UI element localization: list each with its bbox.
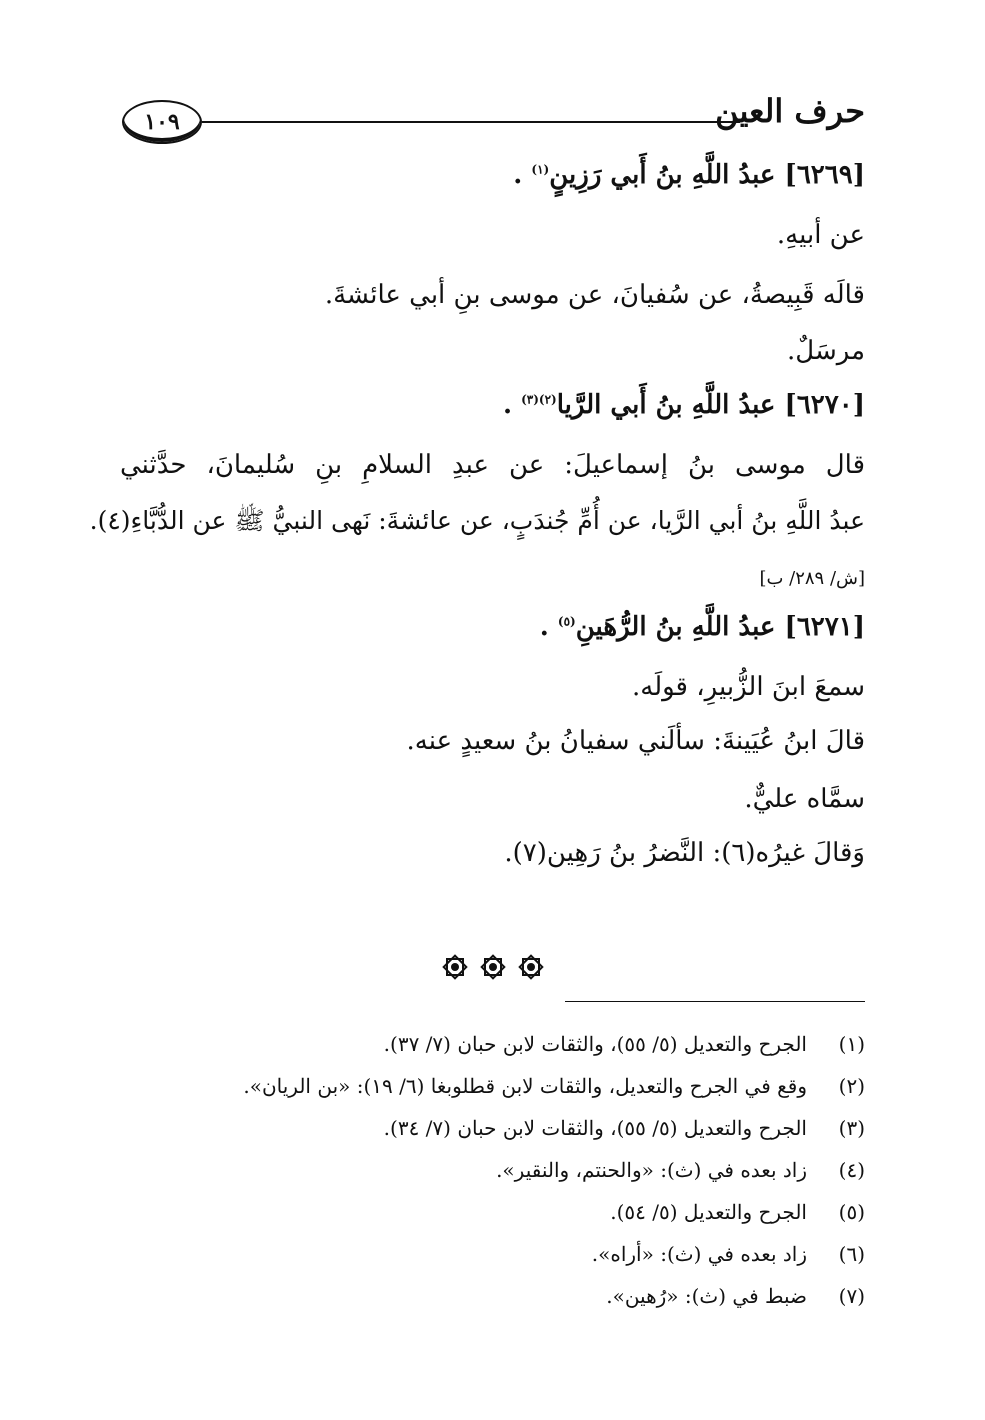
footnote-separator xyxy=(565,1001,865,1002)
entry-heading: [٦٢٧١] عبدُ اللَّهِ بنُ الرُّهَينِ$^{(٥)}$ . xyxy=(539,612,865,642)
footnote-text: وقع في الجرح والتعديل، والثقات لابن قطلوبغا (٦/ ١٩): «بن الريان». xyxy=(243,1074,807,1098)
entry-number: [٦٢٧٠] xyxy=(784,390,865,420)
entry-text-line: مرسَلٌ. xyxy=(786,336,865,366)
section-divider-ornaments xyxy=(440,952,550,988)
footnote-text: زاد بعده في (ث): «أراه». xyxy=(591,1242,807,1266)
entry-text-line: قال موسى بنُ إسماعيلَ: عن عبدِ السلامِ بنِ سُليمانَ، حدَّثني xyxy=(120,450,865,480)
entry-number: [٦٢٦٩] xyxy=(784,160,865,190)
entry-number: [٦٢٧١] xyxy=(784,612,865,642)
entry-text-line: عبدُ اللَّهِ بنُ أبي الرَّيا، عن أُمِّ جُندَبٍ، عن عائشةَ: نَهى النبيُّ ﷺ عن الدُّبَّاءِ(٤). xyxy=(89,506,865,535)
footnote-number: (٢) xyxy=(838,1074,865,1098)
footnote-number: (٥) xyxy=(838,1200,865,1224)
star-ornament-icon xyxy=(516,952,546,982)
footnote xyxy=(243,1074,865,1098)
page-number: ١٠٩ xyxy=(122,100,202,144)
entry-name: عبدُ اللَّهِ بنُ أَبي رَزِينٍ xyxy=(549,160,776,190)
footnote-number: (١) xyxy=(838,1032,865,1056)
manuscript-reference: [ش/ ٢٨٩/ ب] xyxy=(759,568,865,589)
footnote-number: (٤) xyxy=(838,1158,865,1182)
footnote xyxy=(610,1200,865,1224)
entry-name: عبدُ اللَّهِ بنُ أَبي الرَّيا xyxy=(556,390,776,420)
entry-text-line: عن أبيهِ. xyxy=(776,220,865,250)
entry-text-line: سمَّاه عليٌّ. xyxy=(744,784,865,814)
footnote-number: (٧) xyxy=(838,1284,865,1308)
footnote-number: (٣) xyxy=(838,1116,865,1140)
footnote-text: الجرح والتعديل (٥/ ٥٥)، والثقات لابن حبان (٧/ ٣٧). xyxy=(383,1032,807,1056)
footnote-marker: (٥) xyxy=(557,614,576,629)
footnote xyxy=(384,1032,865,1056)
entry-text-line: سمعَ ابنَ الزُّبيرِ، قولَه. xyxy=(632,672,865,702)
entry-text-line: قالَه قَبِيصةُ، عن سُفيانَ، عن موسى بنِ أبي عائشةَ. xyxy=(324,280,865,310)
entry-heading: [٦٢٦٩] عبدُ اللَّهِ بنُ أَبي رَزِينٍ$^{(١)}$ . xyxy=(513,160,865,190)
header-rule xyxy=(202,121,740,123)
footnote xyxy=(592,1242,865,1266)
entry-text-line: قالَ ابنُ عُيَينةَ: سألَني سفيانُ بنُ سعيدٍ عنه. xyxy=(406,726,865,756)
footnote-marker: (١) xyxy=(531,162,550,177)
footnote xyxy=(606,1284,865,1308)
chapter-title: حرف العين xyxy=(715,92,865,130)
footnote-marker: (٢)(٣) xyxy=(521,392,557,407)
footnote-text: الجرح والتعديل (٥/ ٥٥)، والثقات لابن حبان (٧/ ٣٤). xyxy=(383,1116,807,1140)
footnote-text: زاد بعده في (ث): «والحنتم، والنقير». xyxy=(496,1158,807,1182)
footnote xyxy=(496,1158,865,1182)
star-ornament-icon xyxy=(478,952,508,982)
footnote xyxy=(384,1116,865,1140)
entry-heading: [٦٢٧٠] عبدُ اللَّهِ بنُ أَبي الرَّيا$^{(٢)(٣)}$ . xyxy=(502,390,865,420)
footnote-text: ضبط في (ث): «رُهين». xyxy=(606,1284,807,1308)
footnote-text: الجرح والتعديل (٥/ ٥٤). xyxy=(610,1200,807,1224)
entry-text-line: وَقالَ غيرُه(٦): النَّضرُ بنُ رَهِين(٧). xyxy=(504,838,865,868)
footnote-number: (٦) xyxy=(838,1242,865,1266)
star-ornament-icon xyxy=(440,952,470,982)
entry-name: عبدُ اللَّهِ بنُ الرُّهَينِ xyxy=(575,612,776,642)
